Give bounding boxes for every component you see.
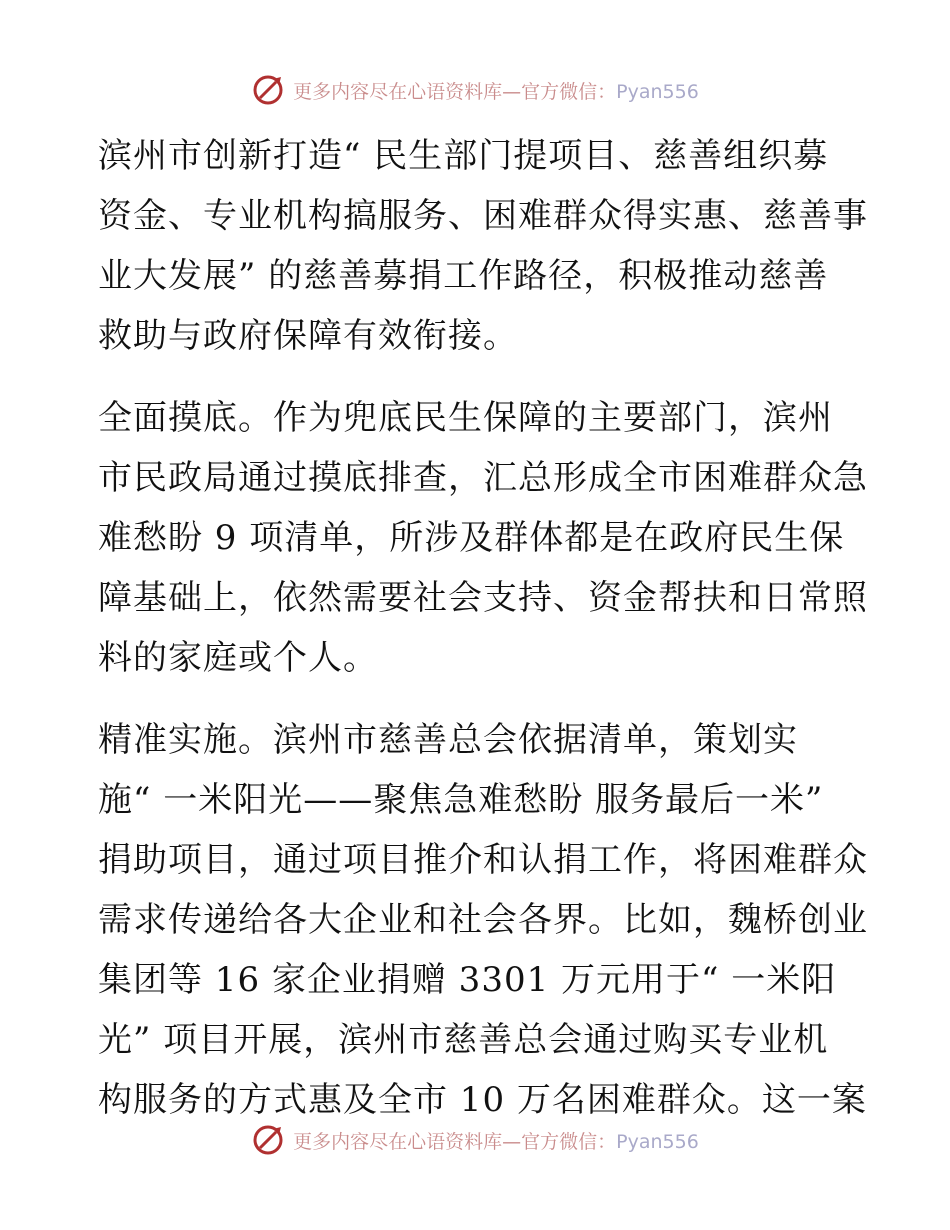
text-line: 资金、专业机构搞服务、困难群众得实惠、慈善事 [98, 196, 868, 236]
watermark-wechat-id: Pyan556 [616, 1130, 699, 1153]
text-line: 捐助项目，通过项目推介和认捐工作，将困难群众 [98, 840, 868, 880]
watermark-label: 更多内容尽在心语资料库—官方微信： [293, 80, 617, 103]
paragraph-survey [98, 388, 868, 688]
text-line: 施“ 一米阳光——聚焦急难愁盼 服务最后一米” [98, 780, 824, 820]
watermark-text [293, 77, 699, 104]
text-line: 全面摸底。作为兜底民生保障的主要部门，滨州 [98, 398, 833, 438]
quill-logo-icon [251, 1123, 285, 1157]
document-body [98, 126, 868, 1152]
text-line: 料的家庭或个人。 [98, 638, 378, 678]
text-line: 集团等 16 家企业捐赠 3301 万元用于“ 一米阳 [98, 960, 837, 1000]
text-line: 精准实施。滨州市慈善总会依据清单，策划实 [98, 720, 798, 760]
text-line: 救助与政府保障有效衔接。 [98, 316, 518, 356]
footer-watermark [0, 1122, 950, 1158]
text-line: 需求传递给各大企业和社会各界。比如，魏桥创业 [98, 900, 868, 940]
text-line: 市民政局通过摸底排查，汇总形成全市困难群众急 [98, 458, 868, 498]
text-line: 障基础上，依然需要社会支持、资金帮扶和日常照 [98, 578, 868, 618]
paragraph-intro [98, 126, 868, 366]
text-line: 滨州市创新打造“ 民生部门提项目、慈善组织募 [98, 136, 829, 176]
watermark-wechat-id: Pyan556 [616, 80, 699, 103]
text-line: 光” 项目开展，滨州市慈善总会通过购买专业机 [98, 1020, 829, 1060]
text-line: 业大发展” 的慈善募捐工作路径，积极推动慈善 [98, 256, 829, 296]
text-line: 构服务的方式惠及全市 10 万名困难群众。这一案 [98, 1080, 867, 1120]
quill-logo-icon [251, 73, 285, 107]
watermark-text [293, 1127, 699, 1154]
text-line: 难愁盼 9 项清单，所涉及群体都是在政府民生保 [98, 518, 845, 558]
paragraph-implementation [98, 710, 868, 1130]
header-watermark [0, 72, 950, 108]
watermark-label: 更多内容尽在心语资料库—官方微信： [293, 1130, 617, 1153]
